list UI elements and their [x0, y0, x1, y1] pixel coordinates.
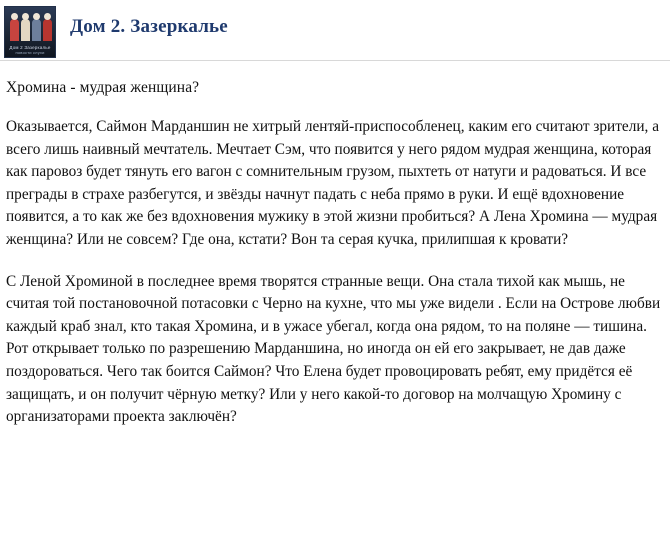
- article-paragraph: С Леной Хроминой в последнее время творятся странные вещи. Она стала тихой как мышь, не считая той постановочной потасовки с Черно на кухне, что мы уже видели . Если на Острове любви каждый краб знал, кто такая Хромина, и в ужасе убегал, когда она рядом, то на поляне — тишина. Рот открывает только по разрешению Марданшина, но иногда он ей его закрывает, не дав даже поздороваться. Чего так боится Саймон? Что Елена будет провоцировать ребят, ему придётся её защищать, и он получит чёрную метку? Или у него какой-то договор на молчащую Хромину с организаторами проекта заключён?: [6, 272, 661, 426]
- logo-figure: [21, 19, 30, 41]
- site-header: [0, 0, 670, 54]
- site-title[interactable]: Дом 2. Зазеркалье: [70, 16, 228, 37]
- logo-caption-line1: Дом 2 Зазеркалье: [9, 45, 51, 50]
- page-title: Хромина - мудрая женщина?: [6, 79, 200, 96]
- logo-figure: [10, 19, 19, 41]
- article-body: [0, 79, 670, 429]
- header-divider: [0, 60, 670, 61]
- logo-caption-line2: новости слухи: [15, 50, 45, 55]
- logo-caption: [5, 45, 55, 55]
- house-with-people-logo-icon: [4, 6, 56, 58]
- logo-figure: [43, 19, 52, 41]
- article-paragraph: Оказывается, Саймон Марданшин не хитрый лентяй-приспособленец, каким его считают зрители, а всего лишь наивный мечтатель. Мечтает Сэм, что появится у него рядом мудрая женщина, которая как паровоз будет тянуть его вагон с сомнительным грузом, пыхтеть от натуги и радоваться. И все преграды в страхе разбегутся, и звёзды начнут падать с неба прямо в руки. И ещё вдохновение появится, а то как же без вдохновения мужику в этой жизни пробиться? А Лена Хромина — мудрая женщина? Или не совсем? Где она, кстати? Вон та серая кучка, прилипшая к кровати?: [6, 118, 659, 248]
- logo-figure: [32, 19, 41, 41]
- logo-figures: [5, 11, 56, 41]
